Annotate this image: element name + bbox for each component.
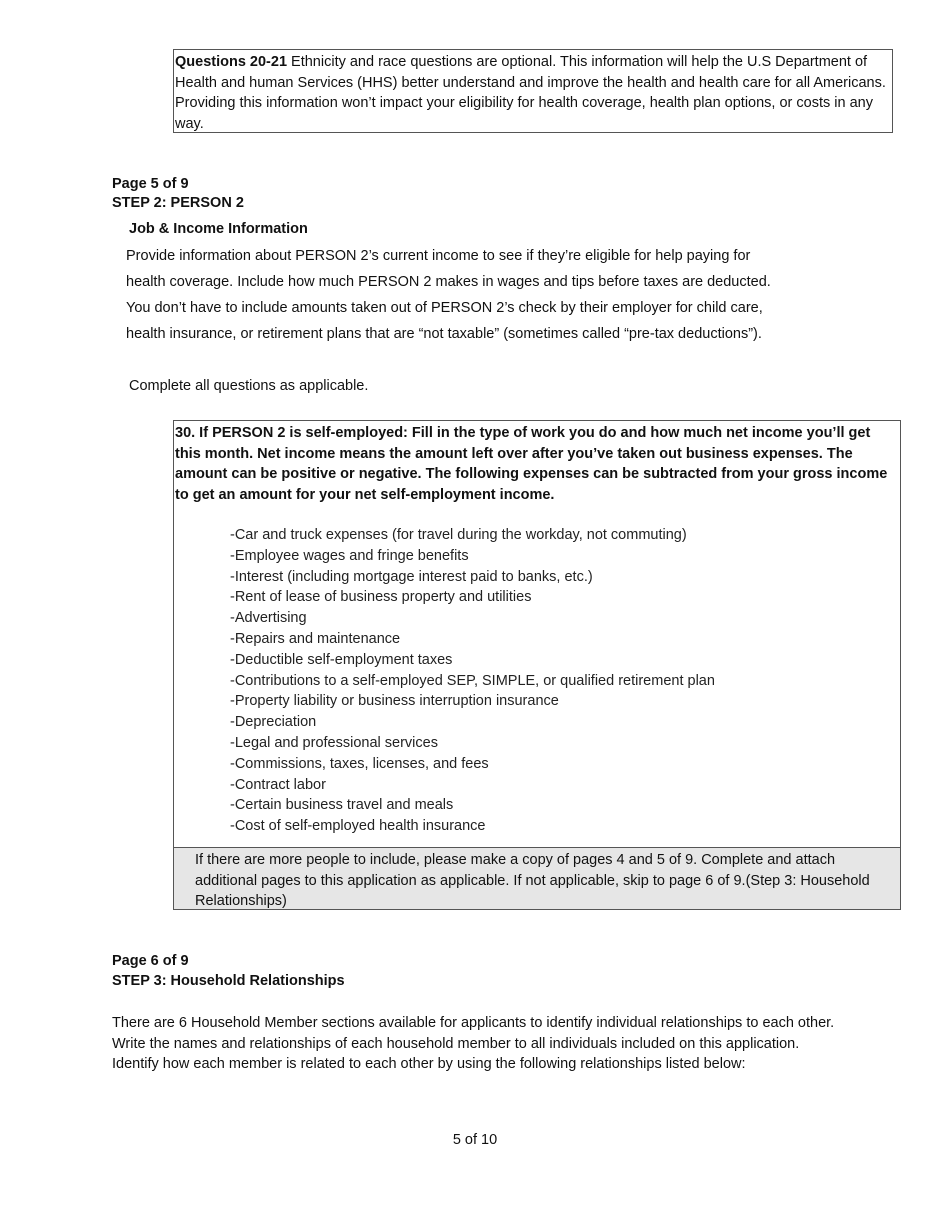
complete-instruction: Complete all questions as applicable. — [129, 378, 369, 394]
expense-item: -Property liability or business interruption insurance — [230, 693, 559, 710]
expense-item: -Employee wages and fringe benefits — [230, 547, 469, 564]
page5-step-label: STEP 2: PERSON 2 — [112, 195, 244, 211]
expense-item: -Car and truck expenses (for travel during the workday, not commuting) — [230, 527, 687, 543]
expense-list — [230, 525, 715, 837]
household-relationships-paragraph: There are 6 Household Member sections available for applicants to identify individual relationships to each other. Write the names and relationships of each household member to all individuals included on this application. Identify how each member is related to each other by using the following relationships listed below: — [112, 1015, 835, 1073]
section-title-job-income: Job & Income Information — [129, 221, 308, 237]
expense-item: -Legal and professional services — [230, 734, 438, 751]
question-30-box — [173, 420, 901, 910]
paragraph-line: Provide information about PERSON 2’s current income to see if they’re eligible for help paying for — [126, 248, 751, 264]
page6-step-label: STEP 3: Household Relationships — [112, 973, 345, 989]
expense-item: -Rent of lease of business property and utilities — [230, 589, 532, 606]
expense-item: -Cost of self-employed health insurance — [230, 818, 486, 835]
job-income-paragraph — [126, 243, 906, 347]
expense-item: -Interest (including mortgage interest paid to banks, etc.) — [230, 568, 593, 585]
expense-item: -Deductible self-employment taxes — [230, 651, 453, 668]
expense-item: -Contributions to a self-employed SEP, SIMPLE, or qualified retirement plan — [230, 672, 715, 689]
expense-item: -Certain business travel and meals — [230, 797, 454, 814]
paragraph-line: health insurance, or retirement plans that are “not taxable” (sometimes called “pre-tax deductions”). — [126, 326, 762, 342]
expense-item: -Advertising — [230, 610, 307, 627]
expense-item: -Commissions, taxes, licenses, and fees — [230, 755, 489, 772]
page5-label: Page 5 of 9 — [112, 176, 189, 192]
additional-people-note: If there are more people to include, please make a copy of pages 4 and 5 of 9. Complete and attach additional pages to this application as applicable. If not applicable, skip to page 6 of 9.(Step 3: Household Relationships) — [174, 847, 900, 909]
expense-item: -Repairs and maintenance — [230, 630, 401, 647]
optional-questions-notice — [173, 49, 893, 133]
notice-label: Questions 20-21 — [175, 54, 288, 70]
expense-item: -Depreciation — [230, 714, 317, 731]
expense-item: -Contract labor — [230, 776, 326, 793]
paragraph-line: You don’t have to include amounts taken out of PERSON 2’s check by their employer for child care, — [126, 300, 763, 316]
notice-text: Ethnicity and race questions are optional. This information will help the U.S Department of Health and human Services (HHS) better understand and improve the health and health care for all Americans. Providing this information won’t impact your eligibility for health coverage, health plan options, or costs in any way. — [175, 54, 886, 133]
question-30-text: 30. If PERSON 2 is self-employed: Fill in the type of work you do and how much net income you’ll get this month. Net income means the amount left over after you’ve taken out business expenses. The amount can be positive or negative. The following expenses can be subtracted from your gross income to get an amount for your net self-employment income. — [175, 425, 888, 504]
page6-label: Page 6 of 9 — [112, 953, 189, 969]
paragraph-line: health coverage. Include how much PERSON 2 makes in wages and tips before taxes are deducted. — [126, 274, 771, 290]
page-number: 5 of 10 — [452, 1132, 498, 1148]
